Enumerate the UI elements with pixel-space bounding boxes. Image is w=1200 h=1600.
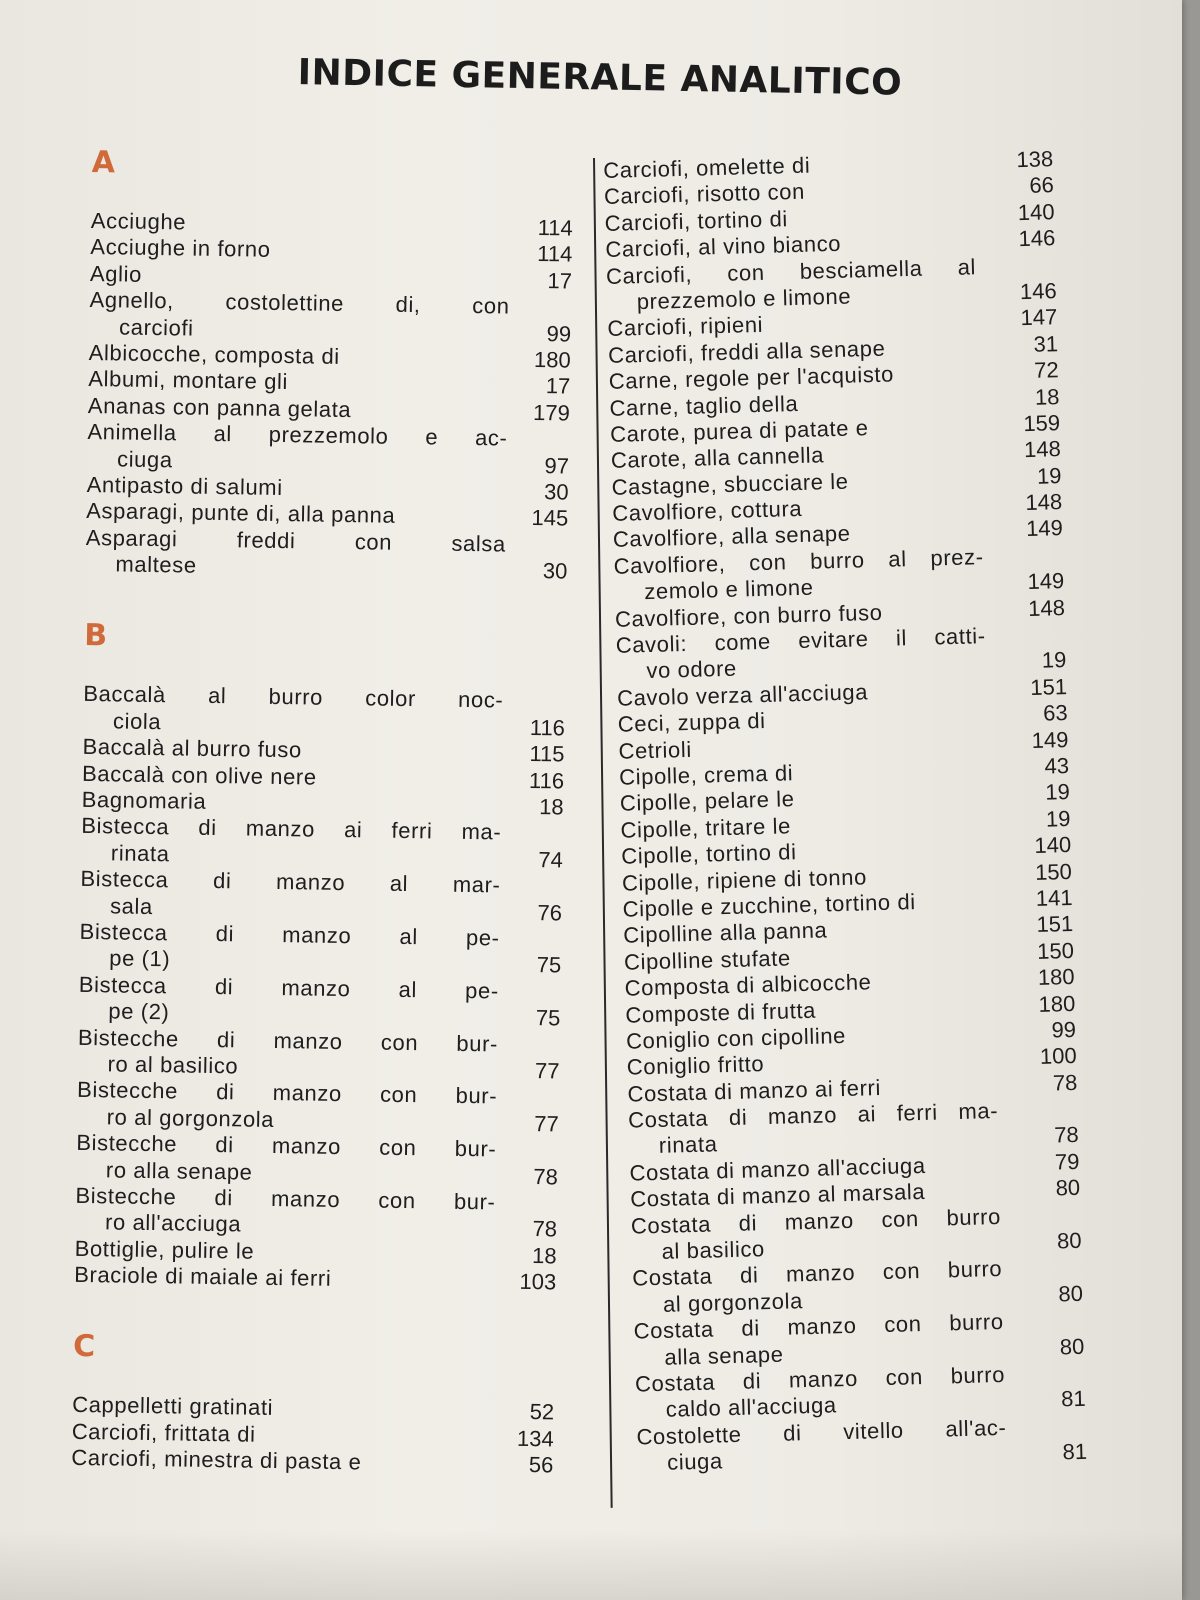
entry-label: Carote, purea di patate e [609, 415, 869, 447]
entry-label: Cipolle, ripiene di tonno [621, 863, 868, 896]
entry-label: Carciofi, al vino bianco [605, 230, 842, 263]
entry-label: Cavolfiore, alla senape [612, 521, 851, 553]
entry-page-number: 116 [528, 767, 565, 794]
entry-page-number: 97 [544, 452, 570, 479]
entry-label: Animella al prezzemolo e ac- [87, 419, 508, 451]
entry-page-number: 149 [1031, 726, 1069, 753]
entry-page-number: 148 [1025, 489, 1063, 516]
index-column-right [603, 145, 1117, 1477]
index-entry [89, 287, 580, 347]
entry-page-number: 72 [1033, 357, 1060, 383]
entry-label: Cavoli: come evitare il catti- [615, 623, 986, 658]
entry-page-number: 30 [542, 558, 568, 584]
entry-label: Carne, taglio della [609, 390, 799, 421]
entry-label-continued: al basilico [661, 1236, 766, 1264]
entry-label: Cavolfiore, con burro fuso [614, 599, 883, 632]
entry-label: Bistecca di manzo al pe- [78, 971, 499, 1004]
entry-page-number: 30 [543, 479, 569, 505]
entry-page-number: 180 [1038, 990, 1076, 1017]
entry-page-number: 103 [519, 1268, 557, 1295]
section-letter: C [72, 1329, 96, 1365]
entry-page-number: 80 [1059, 1333, 1085, 1360]
entry-label: Bistecca di manzo al mar- [80, 866, 501, 898]
entry-page-number: 180 [533, 346, 571, 373]
entry-page-number: 148 [1023, 436, 1062, 463]
entry-page-number: 116 [529, 714, 566, 741]
entry-label-continued: ro al basilico [107, 1051, 239, 1079]
index-entry [81, 813, 572, 873]
entry-page-number: 18 [1034, 383, 1060, 410]
index-entry [85, 525, 576, 585]
index-entry [76, 1130, 567, 1190]
entry-page-number: 75 [535, 1005, 561, 1031]
index-entry [75, 1183, 566, 1243]
entry-page-number: 19 [1041, 647, 1067, 674]
entry-page-number: 80 [1055, 1175, 1081, 1201]
index-entry [78, 972, 569, 1032]
entry-page-number: 179 [532, 399, 571, 426]
entry-label: Carciofi, tortino di [604, 205, 789, 236]
entry-label-continued: sala [109, 892, 154, 919]
entry-label-continued: rinata [658, 1131, 718, 1159]
entry-label: Asparagi freddi con salsa [85, 524, 507, 557]
entry-label: Cipolle, tortino di [620, 839, 797, 869]
entry-label: Cavolfiore, con burro al prez- [613, 544, 984, 579]
entry-label: Bistecche di manzo con bur- [76, 1129, 497, 1162]
entry-page-number: 145 [531, 505, 569, 531]
entry-label: Cipolle e zucchine, tortino di [622, 889, 917, 922]
entry-label: Coniglio fritto [626, 1051, 765, 1080]
entry-page-number: 147 [1020, 304, 1058, 331]
entry-page-number: 78 [532, 1216, 558, 1242]
entry-label: Baccalà con olive nere [81, 760, 317, 790]
entry-label: Costata di manzo con burro [634, 1361, 1006, 1397]
entry-label-continued: vo odore [646, 656, 738, 684]
entry-label-continued: ciuga [116, 445, 173, 472]
entry-page-number: 75 [536, 952, 562, 978]
index-entry [79, 919, 570, 979]
page-shadow [0, 1530, 1182, 1600]
entry-page-number: 159 [1023, 410, 1061, 436]
entry-label: Bottiglie, pulire le [74, 1235, 255, 1264]
entry-label-continued: prezzemolo e limone [636, 283, 852, 315]
section-letter: B [84, 618, 108, 654]
entry-page-number: 76 [537, 899, 563, 926]
entry-page-number: 52 [529, 1399, 555, 1425]
entry-page-number: 17 [545, 373, 571, 399]
entry-page-number: 180 [1037, 964, 1075, 991]
entry-label: Bistecche di manzo con bur- [77, 1024, 499, 1057]
entry-label: Carciofi, minestra di pasta e [71, 1445, 362, 1475]
index-column-left [71, 146, 582, 1479]
entry-page-number: 78 [1053, 1122, 1080, 1148]
entry-page-number: 149 [1025, 515, 1064, 542]
entry-page-number: 80 [1056, 1227, 1082, 1254]
index-entry [636, 1412, 1117, 1477]
entry-page-number: 31 [1033, 330, 1059, 357]
entry-label: Cipolline alla panna [623, 917, 828, 949]
entry-label-continued: ciuga [666, 1448, 724, 1475]
entry-label: Cipolle, tritare le [620, 813, 792, 843]
entry-label: Carciofi, ripieni [607, 312, 764, 342]
entry-label: Costolette di vitello all'ac- [636, 1414, 1007, 1450]
entry-page-number: 99 [546, 320, 572, 347]
entry-page-number: 17 [547, 267, 573, 294]
entry-label: Composte di frutta [625, 997, 817, 1028]
entry-label: Braciole di maiale ai ferri [74, 1261, 332, 1291]
index-entry [80, 866, 571, 926]
entry-page-number: 151 [1036, 911, 1074, 938]
entry-label-continued: ro al gorgonzola [106, 1104, 275, 1132]
entry-label: Carciofi, freddi alla senape [607, 335, 886, 368]
entry-page-number: 114 [537, 215, 573, 241]
entry-page-number: 63 [1042, 700, 1069, 726]
entry-page-number: 140 [1017, 198, 1055, 225]
entry-page-number: 77 [534, 1110, 559, 1137]
entry-label: Baccalà al burro color noc- [83, 681, 504, 713]
entry-label-continued: ro all'acciuga [104, 1209, 242, 1237]
entry-label: Bagnomaria [81, 786, 207, 814]
entry-label: Agnello, costolettine di, con [89, 287, 510, 319]
entry-page-number: 148 [1027, 594, 1066, 621]
entry-page-number: 43 [1044, 752, 1070, 779]
entry-label: Carciofi, risotto con [603, 179, 806, 210]
entry-label-continued: caldo all'acciuga [665, 1392, 838, 1423]
entry-label: Antipasto di salumi [86, 471, 283, 500]
entry-label: Bistecca di manzo al pe- [79, 918, 500, 951]
entry-label: Composta di albicocche [624, 969, 872, 1001]
entry-label: Bistecca di manzo ai ferri ma- [81, 813, 502, 845]
entry-label: Costata di manzo con burro [633, 1309, 1004, 1344]
entry-label-continued: zemolo e limone [644, 574, 814, 605]
entry-label: Carciofi, frittata di [71, 1418, 256, 1447]
entry-label-continued: alla senape [664, 1341, 784, 1370]
entry-page-number: 141 [1035, 884, 1073, 911]
entry-page-number: 18 [531, 1242, 557, 1269]
entry-label: Bistecche di manzo con bur- [76, 1077, 498, 1109]
entry-page-number: 134 [516, 1425, 554, 1452]
entry-label: Carciofi, con besciamella al [605, 253, 977, 289]
entry-page-number: 66 [1029, 172, 1055, 199]
entry-page-number: 114 [537, 241, 573, 267]
entry-page-number: 79 [1054, 1148, 1080, 1175]
entry-label: Albicocche, composta di [88, 339, 340, 369]
entry-page-number: 80 [1058, 1280, 1084, 1307]
entry-label: Baccalà al burro fuso [82, 734, 303, 763]
entry-label: Cipolle, crema di [618, 760, 794, 790]
entry-label: Ceci, zuppa di [617, 708, 766, 738]
entry-label: Costata di manzo con burro [630, 1203, 1002, 1239]
entry-page-number: 140 [1034, 832, 1072, 859]
entry-label: Costata di manzo ai ferri [627, 1074, 882, 1107]
entry-label: Castagne, sbucciare le [611, 468, 849, 500]
entry-label-continued: carciofi [118, 314, 194, 341]
entry-page-number: 99 [1051, 1016, 1077, 1043]
entry-label: Carote, alla cannella [610, 442, 825, 474]
entry-label: Costata di manzo con burro [632, 1256, 1003, 1292]
index-entry [77, 1077, 568, 1137]
entry-label: Bistecche di manzo con bur- [75, 1182, 496, 1215]
index-entry [77, 1024, 568, 1084]
entry-label-continued: pe (1) [109, 945, 171, 972]
page-title: INDICE GENERALE ANALITICO [297, 52, 903, 104]
index-entry [83, 681, 574, 741]
index-entry [87, 419, 578, 479]
entry-label-continued: al gorgonzola [662, 1287, 804, 1317]
entry-label: Cavolfiore, cottura [611, 495, 803, 526]
entry-page-number: 146 [1018, 225, 1056, 252]
entry-label-continued: ciola [112, 708, 162, 735]
entry-label: Carciofi, omelette di [603, 152, 811, 183]
entry-page-number: 77 [534, 1058, 560, 1084]
entry-label: Cappelletti gratinati [72, 1392, 274, 1421]
entry-label: Costata di manzo all'acciuga [629, 1152, 926, 1186]
entry-label: Coniglio con cipolline [625, 1022, 847, 1054]
entry-label: Costata di manzo ai ferri ma- [627, 1098, 999, 1133]
entry-page-number: 138 [1016, 146, 1054, 173]
entry-label-continued: ro alla senape [105, 1156, 253, 1185]
entry-page-number: 78 [533, 1163, 559, 1189]
entry-page-number: 149 [1027, 568, 1065, 595]
entry-page-number: 18 [538, 794, 564, 820]
entry-label: Asparagi, punte di, alla panna [86, 498, 396, 529]
entry-page-number: 115 [529, 741, 565, 767]
entry-page-number: 146 [1019, 278, 1057, 305]
entry-label: Cipolle, pelare le [619, 786, 795, 817]
entry-label: Cipolline stufate [623, 945, 792, 975]
entry-page-number: 151 [1029, 673, 1068, 700]
entry-page-number: 150 [1036, 937, 1075, 964]
entry-page-number: 19 [1044, 779, 1071, 806]
entry-page-number: 78 [1052, 1069, 1078, 1096]
entry-label-continued: pe (2) [108, 998, 170, 1025]
entry-page-number: 19 [1036, 462, 1062, 489]
entry-label: Cetrioli [618, 736, 693, 764]
entry-page-number: 81 [1062, 1438, 1088, 1465]
entry-page-number: 19 [1045, 805, 1071, 832]
entry-label: Cavolo verza all'acciuga [616, 679, 869, 711]
entry-label: Carne, regole per l'acquisto [608, 361, 895, 395]
entry-label-continued: rinata [110, 840, 170, 867]
section-letter: A [91, 145, 116, 181]
entry-page-number: 150 [1034, 858, 1073, 885]
entry-page-number: 74 [538, 846, 564, 873]
entry-label: Costata di manzo al marsala [629, 1179, 926, 1212]
entry-page-number: 81 [1060, 1386, 1086, 1412]
entry-label: Aglio [89, 260, 143, 287]
entry-label: Acciughe in forno [90, 234, 271, 263]
entry-page-number: 56 [528, 1452, 554, 1478]
entry-page-number: 100 [1039, 1043, 1077, 1070]
entry-label: Acciughe [90, 207, 187, 235]
entry-label: Albumi, montare gli [88, 366, 289, 395]
entry-label-continued: maltese [115, 551, 197, 578]
entry-label: Ananas con panna gelata [87, 392, 352, 422]
